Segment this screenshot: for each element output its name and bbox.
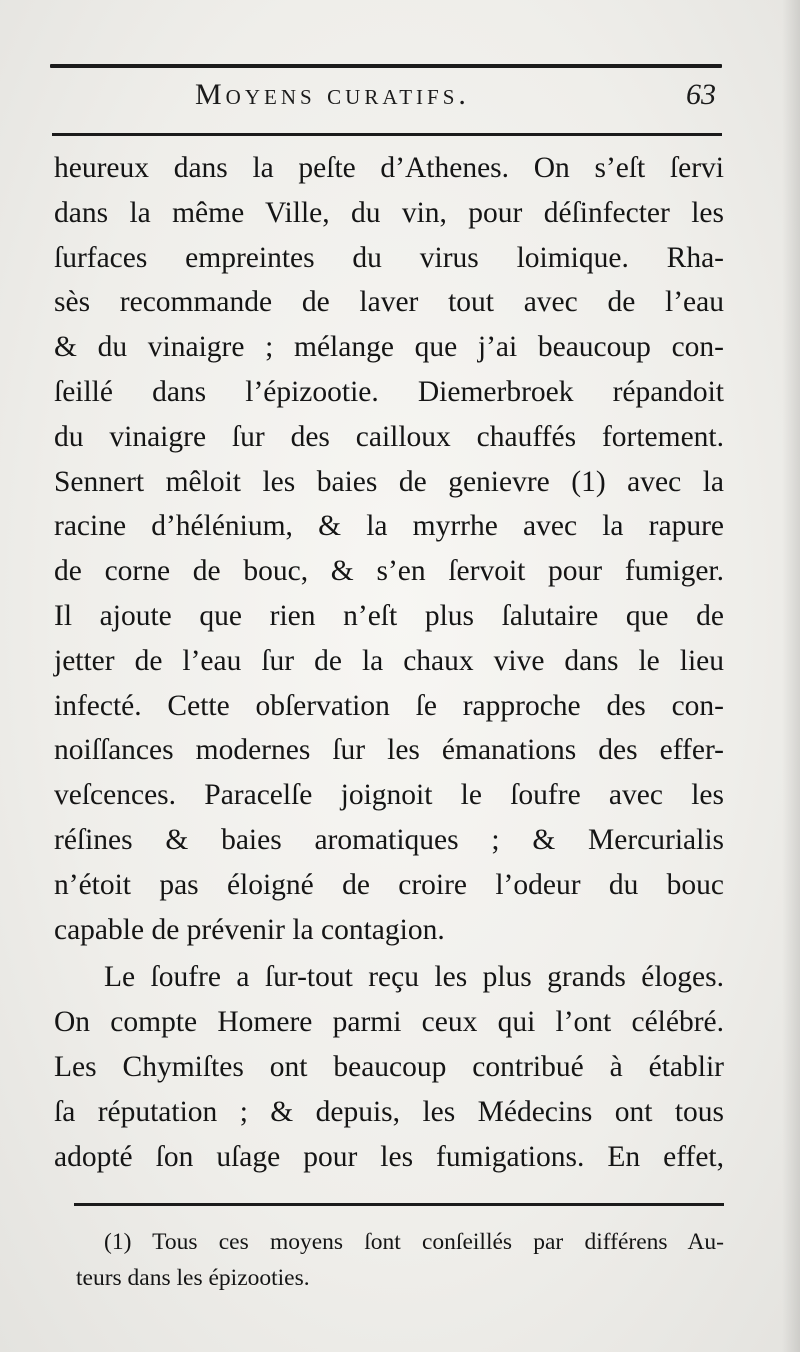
text-line: jetter de l’eau ſur de la chaux vive dans le lieu — [54, 644, 724, 677]
text-line: dans la même Ville, du vin, pour déſinfecter les — [54, 196, 724, 229]
text-line: capable de prévenir la contagion. — [54, 913, 445, 946]
text-line: sès recommande de laver tout avec de l’eau — [54, 286, 724, 319]
text-line: n’étoit pas éloigné de croire l’odeur du bouc — [54, 868, 724, 901]
text-line: ſurfaces empreintes du virus loimique. Rha- — [54, 241, 724, 274]
text-line: ſa réputation ; & depuis, les Médecins ont tous — [54, 1095, 724, 1128]
paragraph-1 — [54, 146, 724, 952]
text-line: noiſſances modernes ſur les émanations des effer- — [54, 734, 724, 767]
running-title: Moyens curatifs. — [195, 78, 470, 111]
text-line: de corne de bouc, & s’en ſervoit pour fumiger. — [54, 555, 724, 588]
text-line: Il ajoute que rien n’eſt plus ſalutaire que de — [54, 599, 724, 632]
body-text — [54, 146, 724, 1179]
text-line: racine d’hélénium, & la myrrhe avec la rapure — [54, 510, 724, 543]
text-line: réſines & baies aromatiques ; & Mercurialis — [54, 823, 724, 856]
text-line: veſcences. Paracelſe joignoit le ſoufre avec les — [54, 779, 724, 812]
text-line: adopté ſon uſage pour les fumigations. En effet, — [54, 1140, 724, 1173]
page-number: 63 — [686, 78, 716, 111]
text-line: & du vinaigre ; mélange que j’ai beaucoup con- — [54, 331, 724, 364]
header-rule — [52, 133, 722, 136]
text-line: ſeillé dans l’épizootie. Diemerbroek répandoit — [54, 375, 724, 408]
footnote — [76, 1224, 724, 1296]
footnote-rule — [74, 1203, 724, 1206]
running-header — [50, 74, 722, 126]
text-line: Les Chymiſtes ont beaucoup contribué à établir — [54, 1050, 724, 1083]
text-line: heureux dans la peſte d’Athenes. On s’eſt ſervi — [54, 152, 724, 184]
footnote-line: teurs dans les épizooties. — [76, 1265, 310, 1291]
text-line: du vinaigre ſur des cailloux chauffés fortement. — [54, 420, 724, 453]
text-line: Le ſoufre a ſur-tout reçu les plus grands éloges. — [104, 961, 724, 994]
page-edge-shadow — [782, 0, 800, 1352]
text-line: infecté. Cette obſervation ſe rapproche des con- — [54, 689, 724, 722]
text-line: On compte Homere parmi ceux qui l’ont célébré. — [54, 1006, 724, 1039]
text-line: Sennert mêloit les baies de genievre (1) avec la — [54, 465, 724, 498]
paragraph-2 — [54, 955, 724, 1179]
top-rule — [50, 64, 722, 68]
footnote-line: (1) Tous ces moyens ſont conſeillés par différens Au- — [104, 1229, 724, 1255]
